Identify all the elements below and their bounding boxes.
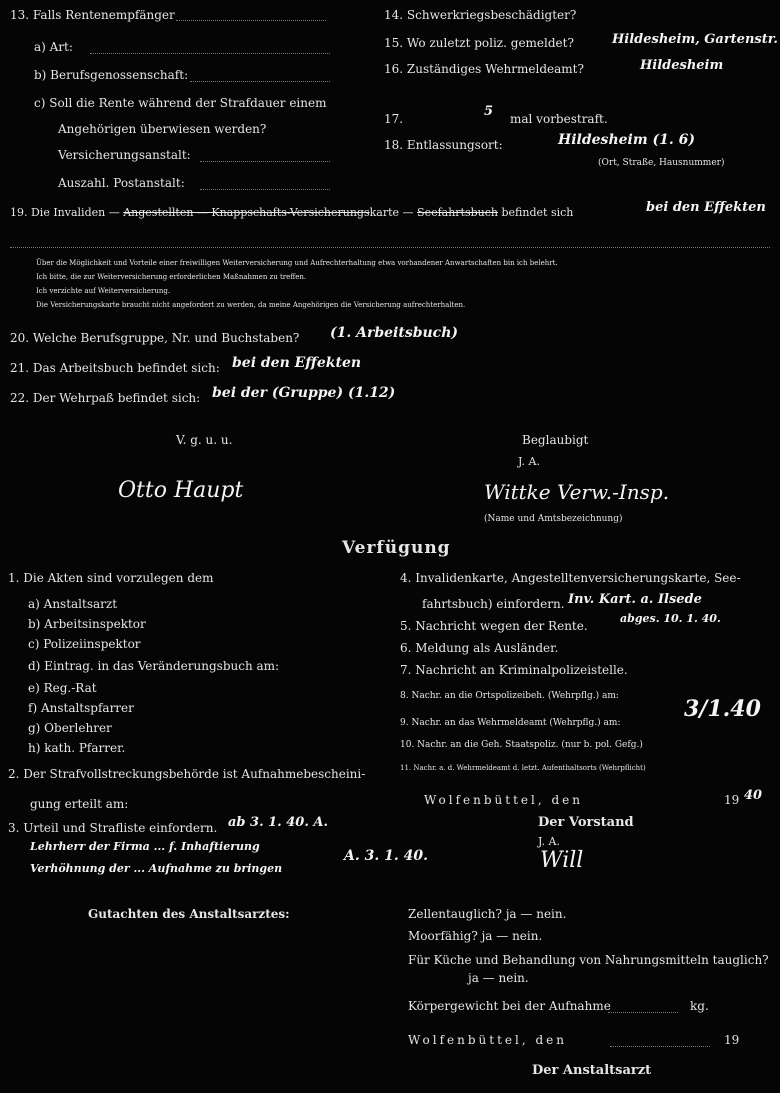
q17-label: 17. bbox=[384, 112, 404, 126]
gutachten-moor: Moorfähig? ja — nein. bbox=[408, 929, 543, 943]
name-hint: (Name und Amtsbezeichnung) bbox=[484, 514, 623, 524]
verf-item-2b: gung erteilt am: bbox=[30, 797, 129, 811]
q14-label: 14. Schwerkriegsbeschädigter? bbox=[384, 8, 577, 22]
q20-label: 20. Welche Berufsgruppe, Nr. und Buchstaben? bbox=[10, 331, 300, 345]
verf-item-d: d) Eintrag. in das Veränderungsbuch am: bbox=[28, 659, 280, 673]
q17-text: mal vorbestraft. bbox=[510, 112, 608, 126]
verf-item-11: 11. Nachr. a. d. Wehrmeldeamt d. letzt. Aufenthaltsorts (Wehrpflicht) bbox=[400, 764, 646, 772]
verf-note-sig: A. 3. 1. 40. bbox=[344, 848, 428, 864]
q13a-label: a) Art: bbox=[34, 40, 73, 54]
q22-answer: bei der (Gruppe) (1.12) bbox=[212, 385, 396, 401]
verf-item-a: a) Anstaltsarzt bbox=[28, 597, 118, 611]
q18-answer: Hildesheim (1. 6) bbox=[558, 132, 696, 148]
q16-label: 16. Zuständiges Wehrmeldeamt? bbox=[384, 62, 584, 76]
info-line-4: Die Versicherungskarte braucht nicht angefordert zu werden, da meine Angehörigen die Versicherung aufrechterhalten. bbox=[36, 301, 466, 309]
signature-left: Otto Haupt bbox=[118, 478, 244, 503]
q13c2-label: Angehörigen überwiesen werden? bbox=[58, 122, 267, 136]
q19-mid: karte — bbox=[369, 206, 414, 219]
q22-label: 22. Der Wehrpaß befindet sich: bbox=[10, 391, 201, 405]
q15-label: 15. Wo zuletzt poliz. gemeldet? bbox=[384, 36, 574, 50]
gutachten-arzt: Der Anstaltsarzt bbox=[532, 1063, 652, 1078]
verf-item-3: 3. Urteil und Strafliste einfordern. bbox=[8, 821, 218, 835]
q19-line bbox=[10, 206, 573, 219]
q18-label: 18. Entlassungsort: bbox=[384, 138, 503, 152]
q13a-line bbox=[90, 53, 330, 54]
verf-item-f: f) Anstaltspfarrer bbox=[28, 701, 134, 715]
verf-note-1: Lehrherr der Firma ... f. Inhaftierung bbox=[30, 840, 260, 853]
gutachten-title: Gutachten des Anstaltsarztes: bbox=[88, 907, 290, 921]
gutachten-gewicht: Körpergewicht bei der Aufnahme bbox=[408, 999, 611, 1013]
verf-item-8: 8. Nachr. an die Ortspolizeibeh. (Wehrpflg.) am: bbox=[400, 691, 619, 701]
q13e-label: Auszahl. Postanstalt: bbox=[58, 176, 185, 190]
vorstand-ia: J. A. bbox=[538, 835, 560, 848]
verf-item-3-answer: ab 3. 1. 40. A. bbox=[228, 815, 328, 830]
info-line-3: Ich verzichte auf Weiterversicherung. bbox=[36, 287, 171, 295]
info-line-1: Über die Möglichkeit und Vorteile einer freiwilligen Weiterversicherung und Aufrechterhaltung etwa vorhandener Anwartschaften bin ich belehrt. bbox=[36, 259, 558, 267]
vorstand-label: Der Vorstand bbox=[538, 815, 634, 830]
verf-item-h: h) kath. Pfarrer. bbox=[28, 741, 126, 755]
verfuegung-title: Verfügung bbox=[342, 538, 451, 558]
verf-item-1: 1. Die Akten sind vorzulegen dem bbox=[8, 571, 214, 585]
q13-label: 13. Falls Rentenempfänger bbox=[10, 8, 175, 22]
gutachten-kueche-answer: ja — nein. bbox=[468, 971, 529, 985]
gewicht-line bbox=[608, 1012, 678, 1013]
gutachten-kueche: Für Küche und Behandlung von Nahrungsmitteln tauglich? bbox=[408, 953, 769, 967]
verf-item-2: 2. Der Strafvollstreckungsbehörde ist Aufnahmebescheini- bbox=[8, 767, 366, 781]
verf-note-2: Verhöhnung der ... Aufnahme zu bringen bbox=[30, 862, 283, 875]
q18-hint: (Ort, Straße, Hausnummer) bbox=[598, 158, 725, 168]
q15-answer: Hildesheim, Gartenstr. bbox=[612, 32, 778, 47]
q19-suffix: befindet sich bbox=[501, 206, 574, 219]
q13b-label: b) Berufsgenossenschaft: bbox=[34, 68, 189, 82]
signature-right: Wittke Verw.-Insp. bbox=[484, 480, 670, 504]
gutachten-kg: kg. bbox=[690, 999, 709, 1013]
verf-item-4-answer: Inv. Kart. a. Ilsede bbox=[568, 592, 702, 607]
verf-item-4: 4. Invalidenkarte, Angestelltenversicherungskarte, See- bbox=[400, 571, 741, 585]
verf-place: Wolfenbüttel, den bbox=[424, 793, 583, 807]
verf-item-g: g) Oberlehrer bbox=[28, 721, 112, 735]
q19-answer: bei den Effekten bbox=[646, 200, 766, 215]
q19-prefix: 19. Die Invaliden — bbox=[10, 206, 120, 219]
gutachten-year: 19 bbox=[724, 1033, 740, 1047]
verf-item-e: e) Reg.-Rat bbox=[28, 681, 97, 695]
q13-line bbox=[176, 20, 326, 21]
q20-answer: (1. Arbeitsbuch) bbox=[330, 325, 459, 341]
q19-line-2 bbox=[10, 247, 770, 248]
gutachten-date-line bbox=[610, 1046, 710, 1047]
q19-struck: Angestellten — Knappschafts-Versicherungs bbox=[123, 206, 370, 219]
verf-item-4-answer-2: abges. 10. 1. 40. bbox=[620, 612, 721, 625]
q21-label: 21. Das Arbeitsbuch befindet sich: bbox=[10, 361, 220, 375]
beglaubigt-label: Beglaubigt bbox=[522, 433, 589, 447]
beglaubigt-ia: J. A. bbox=[518, 455, 540, 468]
info-line-2: Ich bitte, die zur Weiterversicherung erforderlichen Maßnahmen zu treffen. bbox=[36, 273, 307, 281]
q13d-line bbox=[200, 161, 330, 162]
gutachten-zell: Zellentauglich? ja — nein. bbox=[408, 907, 567, 921]
verf-year: 19 bbox=[724, 793, 740, 807]
q16-answer: Hildesheim bbox=[640, 58, 724, 73]
verf-item-8-answer: 3/1.40 bbox=[684, 696, 761, 722]
q21-answer: bei den Effekten bbox=[232, 355, 362, 371]
q13b-line bbox=[190, 81, 330, 82]
verf-item-10: 10. Nachr. an die Geh. Staatspoliz. (nur b. pol. Gefg.) bbox=[400, 740, 643, 750]
q17-number: 5 bbox=[484, 104, 494, 119]
q19-struck2: Seefahrtsbuch bbox=[417, 206, 498, 219]
q13e-line bbox=[200, 189, 330, 190]
verf-item-4b: fahrtsbuch) einfordern. bbox=[422, 597, 565, 611]
gutachten-place: Wolfenbüttel, den bbox=[408, 1033, 567, 1047]
verf-item-5: 5. Nachricht wegen der Rente. bbox=[400, 619, 588, 633]
q13d-label: Versicherungsanstalt: bbox=[58, 148, 191, 162]
verf-item-6: 6. Meldung als Ausländer. bbox=[400, 641, 559, 655]
vorstand-signature: Will bbox=[540, 848, 584, 873]
verf-item-b: b) Arbeitsinspektor bbox=[28, 617, 146, 631]
q13c-label: c) Soll die Rente während der Strafdauer einem bbox=[34, 96, 327, 110]
vgu-label: V. g. u. u. bbox=[176, 433, 233, 447]
verf-year-answer: 40 bbox=[744, 788, 763, 803]
verf-item-c: c) Polizeiinspektor bbox=[28, 637, 141, 651]
verf-item-9: 9. Nachr. an das Wehrmeldeamt (Wehrpflg.) am: bbox=[400, 718, 621, 728]
verf-item-7: 7. Nachricht an Kriminalpolizeistelle. bbox=[400, 663, 628, 677]
